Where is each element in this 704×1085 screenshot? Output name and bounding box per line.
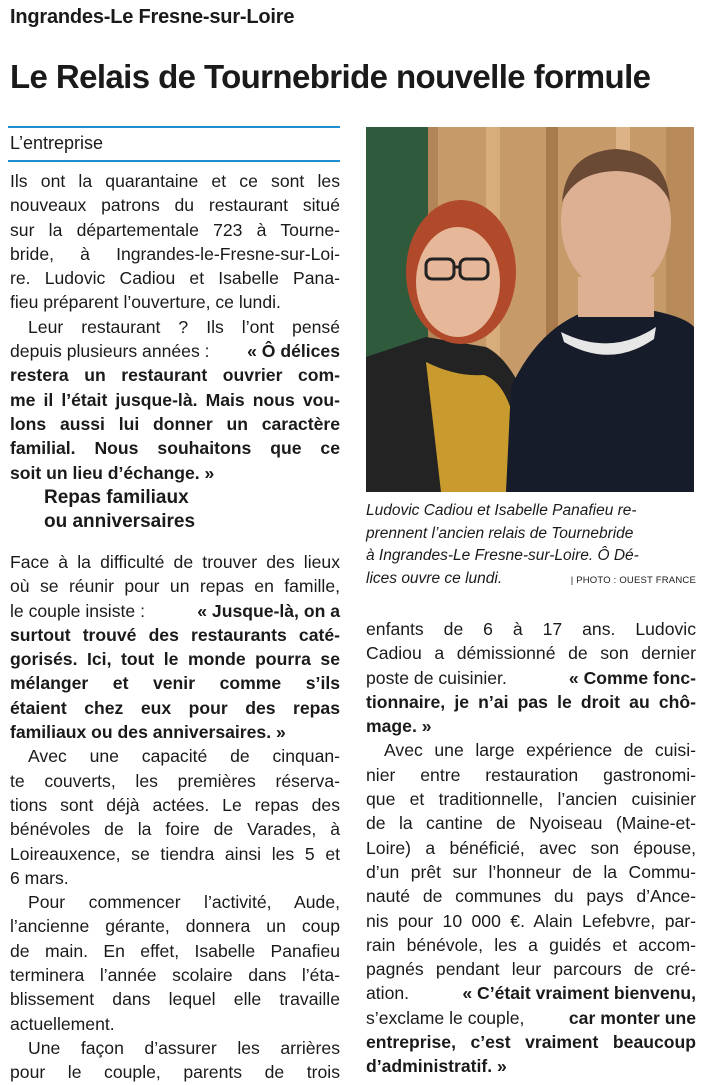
- article-photo: [366, 127, 694, 492]
- text-line: rain bénévole, les a guidés et accom-: [366, 934, 696, 955]
- text-line: nouveaux patrons du restaurant situé: [10, 195, 340, 216]
- text-line: enfants de 6 à 17 ans. Ludovic: [366, 619, 696, 639]
- text-fragment: s’exclame le couple,: [366, 1007, 525, 1028]
- quote-line: familial. Nous souhaitons que ce: [10, 438, 340, 459]
- text-line: Loireauxence, se tiendra ainsi les 5 et: [10, 843, 340, 864]
- text-line: nier entre restauration gastronomi-: [366, 764, 696, 785]
- text-line: fieu préparent l’ouverture, ce lundi.: [10, 292, 281, 313]
- subheading-line: ou anniversaires: [44, 511, 196, 532]
- quote-line: tionnaire, je n’ai pas le droit au chô-: [366, 691, 696, 712]
- caption-line: Ludovic Cadiou et Isabelle Panafieu re-: [366, 502, 637, 519]
- quote-line: lons aussi lui donner un caractère: [10, 413, 340, 434]
- caption-line: prennent l’ancien relais de Tournebride: [366, 524, 634, 542]
- quote-line: entreprise, c’est vraiment beaucoup: [366, 1032, 696, 1053]
- quote-line: restera un restaurant ouvrier com-: [10, 365, 340, 386]
- text-line: pour le couple, parents de trois: [10, 1062, 340, 1083]
- text-line: pagnés pendant leur parcours de cré-: [366, 959, 696, 980]
- text-fragment: depuis plusieurs années :: [10, 341, 210, 362]
- subheading: [44, 486, 195, 534]
- text-fragment: ation.: [366, 983, 410, 1004]
- text-line: que et traditionnelle, l’ancien cuisinier: [366, 789, 696, 810]
- body-text-right: [366, 617, 696, 1079]
- text-line: tions sont déjà actées. Le repas des: [10, 794, 340, 815]
- text-line: te couverts, les premières réserva-: [10, 770, 340, 791]
- quote-line: familiaux ou des anniversaires. »: [10, 722, 286, 743]
- caption-line: à Ingrandes-Le Fresne-sur-Loire. Ô Dé-: [366, 547, 639, 564]
- quote-fragment: « Jusque-là, on a: [197, 600, 340, 621]
- text-line: [10, 599, 340, 623]
- text-line: bride, à Ingrandes-le-Fresne-sur-Loi-: [10, 243, 340, 264]
- text-line: Cadiou a démissionné de son dernier: [366, 643, 696, 664]
- photo-credit: | PHOTO : OUEST FRANCE: [570, 574, 696, 586]
- text-line: actuellement.: [10, 1013, 115, 1034]
- text-line: blissement dans lequel elle travaille: [10, 989, 340, 1010]
- section-rule-bottom: [8, 160, 340, 162]
- text-fragment: poste de cuisinier.: [366, 667, 507, 688]
- text-line: l’ancienne gérante, donnera un coup: [10, 916, 340, 937]
- text-line: [366, 981, 696, 1005]
- quote-fragment: « Comme fonc-: [568, 667, 696, 688]
- text-line: Une façon d’assurer les arrières: [28, 1037, 340, 1058]
- text-line: Face à la difficulté de trouver des lieux: [10, 552, 340, 572]
- quote-line: gorisés. Ici, tout le monde pourra se: [10, 649, 340, 670]
- text-line: [366, 1006, 696, 1030]
- caption-fragment: lices ouvre ce lundi.: [366, 569, 503, 587]
- body-text-left: [10, 550, 340, 1085]
- text-line: re. Ludovic Cadiou et Isabelle Pana-: [10, 268, 340, 289]
- text-line: de main. En effet, Isabelle Panafieu: [10, 940, 340, 961]
- text-line: Leur restaurant ? Ils l’ont pensé: [28, 316, 340, 337]
- text-line: Loire) a bénéficié, avec son épouse,: [366, 837, 696, 858]
- quote-line: me il l’était jusque-là. Mais nous vou-: [10, 389, 340, 410]
- text-line: où se réunir pour un repas en famille,: [10, 576, 340, 597]
- text-line: Avec une capacité de cinquan-: [28, 746, 340, 767]
- subheading-line: Repas familiaux: [44, 487, 189, 508]
- quote-line: mage. »: [366, 716, 432, 737]
- text-line: [366, 666, 696, 690]
- text-line: terminera l’année scolaire dans l’éta-: [10, 965, 340, 986]
- quote-fragment: car monter une: [568, 1007, 696, 1028]
- text-line: bénévoles de la foire de Varades, à: [10, 819, 340, 840]
- intro-text: [10, 169, 340, 485]
- section-rule-top: [8, 126, 340, 128]
- quote-fragment: « C’était vraiment bienvenu,: [462, 983, 696, 1004]
- text-line: nis pour 10 000 €. Alain Lefebvre, par-: [366, 910, 696, 931]
- quote-line: soit un lieu d’échange. »: [10, 462, 215, 483]
- portrait-illustration: [366, 127, 694, 492]
- quote-line: étaient chez eux pour des repas: [10, 697, 340, 718]
- text-line: Ils ont la quarantaine et ce sont les: [10, 171, 340, 191]
- quote-fragment: « Ô délices: [247, 341, 340, 362]
- section-label: L’entreprise: [10, 133, 104, 153]
- text-fragment: le couple insiste :: [10, 600, 145, 621]
- text-line: sur la départementale 723 à Tourne-: [10, 219, 340, 240]
- text-line: [10, 339, 340, 363]
- caption-line: [366, 568, 696, 593]
- location-rubric: Ingrandes-Le Fresne-sur-Loire: [10, 6, 295, 28]
- text-line: d’un prêt sur l’honneur de la Commu-: [366, 861, 696, 882]
- text-line: 6 mars.: [10, 867, 69, 888]
- text-line: de la cantine de Nyoiseau (Maine-et-: [366, 813, 696, 834]
- quote-line: surtout trouvé des restaurants caté-: [10, 624, 340, 645]
- quote-line: mélanger et venir comme s’ils: [10, 673, 340, 694]
- quote-line: d’administratif. »: [366, 1056, 507, 1077]
- photo-caption: [366, 500, 696, 592]
- text-line: nauté de communes du pays d’Ance-: [366, 886, 696, 907]
- article-headline: Le Relais de Tournebride nouvelle formule: [10, 58, 651, 95]
- text-line: Pour commencer l’activité, Aude,: [28, 892, 340, 913]
- text-line: Avec une large expérience de cuisi-: [384, 740, 696, 761]
